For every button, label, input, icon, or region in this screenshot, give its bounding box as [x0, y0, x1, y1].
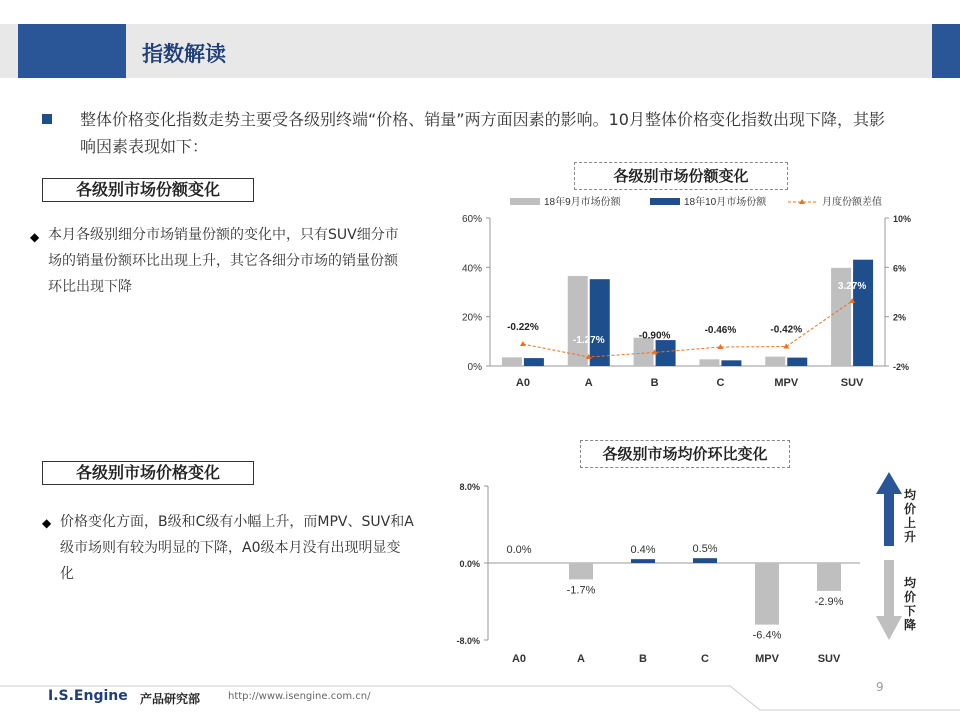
bar — [693, 558, 717, 563]
x-tick-label: B — [639, 653, 647, 665]
bar-oct — [853, 260, 873, 366]
intro-text: 整体价格变化指数走势主要受各级别终端“价格、销量”两方面因素的影响。10月整体价格变化指数出现下降，其影响因素表现如下： — [80, 110, 885, 156]
bar-data-label: 0.0% — [506, 544, 532, 556]
square-bullet-icon — [42, 114, 52, 124]
x-tick-label: A0 — [511, 653, 527, 665]
diff-point — [520, 341, 526, 346]
bar — [631, 559, 655, 563]
diamond-bullet-icon: ◆ — [42, 516, 52, 530]
x-tick-label: B — [650, 377, 659, 389]
y-tick-label: 20% — [461, 312, 482, 324]
bar — [817, 563, 841, 591]
y2-tick-label: 6% — [893, 263, 907, 274]
legend-swatch — [510, 198, 540, 205]
bar — [755, 563, 779, 625]
market-share-chart — [440, 190, 930, 400]
x-tick-label: C — [701, 653, 709, 665]
up-arrow-icon — [876, 472, 902, 546]
footer-brand: I.S.Engine — [48, 688, 128, 704]
bar-oct — [590, 279, 610, 366]
x-tick-label: MPV — [774, 377, 799, 389]
chart1-title: 各级别市场份额变化 — [574, 162, 788, 190]
header-bar — [0, 24, 960, 78]
bar-sep — [502, 357, 522, 366]
bar-oct — [656, 340, 676, 366]
diff-point — [783, 344, 789, 349]
y-tick-label: 8.0% — [459, 482, 480, 492]
diff-data-label: -0.90% — [638, 330, 671, 342]
y-tick-label: 40% — [461, 263, 482, 275]
bar-oct — [524, 358, 544, 366]
up-arrow-label: 均 价 上 升 — [904, 488, 917, 544]
bar-sep — [765, 357, 785, 366]
x-tick-label: A — [584, 377, 593, 389]
y2-tick-label: 2% — [893, 312, 907, 323]
bar-data-label: 0.5% — [692, 543, 718, 556]
diff-data-label: -0.22% — [507, 322, 539, 334]
footer-dept: 产品研究部 — [140, 692, 201, 706]
price-change-chart — [440, 472, 880, 672]
bar-oct — [787, 358, 807, 366]
footer-url-link[interactable]: http://www.isengine.com.cn/ — [228, 691, 371, 702]
bar — [569, 563, 593, 579]
section2-label: 各级别市场价格变化 — [42, 461, 254, 485]
header-accent-left — [18, 24, 126, 78]
diff-data-label: 3.27% — [837, 281, 867, 293]
down-arrow-label: 均 价 下 降 — [904, 576, 917, 632]
bar-oct — [721, 360, 741, 366]
bar-sep — [699, 359, 719, 366]
diamond-bullet-icon: ◆ — [30, 230, 40, 244]
bar-data-label: -2.9% — [814, 595, 844, 608]
down-arrow-icon — [876, 560, 902, 640]
x-tick-label: C — [716, 377, 725, 389]
x-tick-label: SUV — [840, 377, 864, 389]
bar-sep — [568, 276, 588, 366]
diff-data-label: -0.42% — [770, 324, 803, 336]
x-tick-label: A — [577, 653, 585, 665]
chart2-title: 各级别市场均价环比变化 — [580, 440, 790, 468]
x-tick-label: MPV — [755, 653, 779, 665]
y-tick-label: -8.0% — [456, 636, 480, 646]
y2-tick-label: 10% — [893, 214, 912, 224]
bar-data-label: 0.4% — [630, 544, 656, 557]
y-tick-label: 0.0% — [459, 559, 480, 569]
page-number: 9 — [876, 680, 884, 694]
legend-label: 18年9月市场份额 — [544, 197, 621, 208]
diff-data-label: -0.46% — [704, 325, 737, 337]
bar-sep — [634, 338, 654, 366]
header-accent-right — [932, 24, 960, 78]
y-tick-label: 60% — [461, 214, 482, 225]
bar-data-label: -6.4% — [752, 629, 782, 642]
legend-label: 月度份额差值 — [822, 197, 882, 208]
y-tick-label: 0% — [467, 362, 482, 373]
x-tick-label: SUV — [817, 653, 841, 665]
y2-tick-label: -2% — [893, 362, 910, 372]
page-title: 指数解读 — [142, 42, 226, 66]
x-tick-label: A0 — [515, 377, 530, 389]
section1-text: 本月各级别细分市场销量份额的变化中，只有SUV细分市场的销量份额环比出现上升，其它各细分市场的销量份额环比出现下降 — [48, 227, 399, 295]
legend-label: 18年10月市场份额 — [684, 197, 767, 208]
diff-data-label: -1.27% — [572, 334, 605, 346]
legend-swatch — [650, 198, 680, 205]
section2-text: 价格变化方面，B级和C级有小幅上升，而MPV、SUV和A级市场则有较为明显的下降，A0级本月没有出现明显变化 — [60, 514, 414, 582]
section1-label: 各级别市场份额变化 — [42, 178, 254, 202]
bar-data-label: -1.7% — [566, 584, 596, 597]
